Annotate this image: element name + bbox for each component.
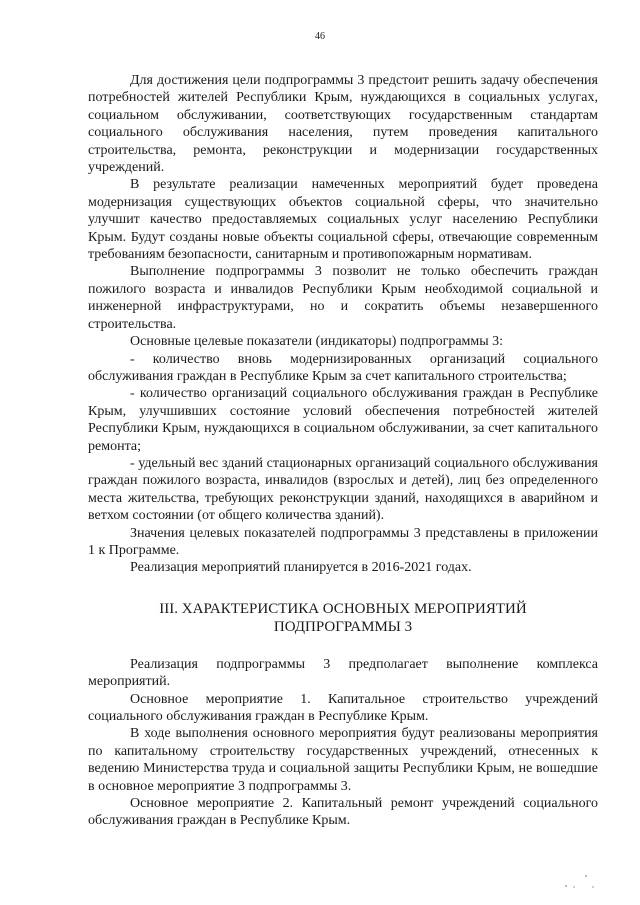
scan-specks bbox=[560, 872, 600, 892]
section-heading bbox=[88, 600, 598, 636]
paragraph-results: В результате реализации намеченных мероприятий будет проведена модернизация существующих объектов социальной сферы, что значительно улучшит качество предоставляемых социальных услуг населению Республики Крым. Будут созданы новые объекты социальной сферы, отвечающие современным требованиям безопасности, санитарным и противопожарным нормативам. bbox=[88, 177, 598, 263]
indicator-item-1: - количество вновь модернизированных организаций социального обслуживания граждан в Республике Крым за счет капитального строительства; bbox=[88, 351, 598, 384]
paragraph-main-activity-1: Основное мероприятие 1. Капитальное строительство учреждений социального обслуживания граждан в Республике Крым. bbox=[88, 691, 598, 724]
section-heading-line-2: ПОДПРОГРАММЫ 3 bbox=[273, 618, 413, 635]
page-number: 46 bbox=[315, 31, 325, 42]
section-heading-line-1: III. ХАРАКТЕРИСТИКА ОСНОВНЫХ МЕРОПРИЯТИЙ bbox=[159, 600, 527, 617]
paragraph-implementation: Реализация подпрограммы 3 предполагает выполнение комплекса мероприятий. bbox=[88, 656, 598, 690]
paragraph-goal: Для достижения цели подпрограммы 3 предстоит решить задачу обеспечения потребностей жителей Республики Крым, нуждающихся в социальных услугах, социальном обслуживании, соответствующих государственным стандартам социального обслуживания населения, путем проведения капитального строительства, ремонта, реконструкции и модернизации государственных учреждений. bbox=[88, 73, 598, 176]
paragraph-timeline: Реализация мероприятий планируется в 2016-2021 годах. bbox=[130, 560, 472, 576]
paragraph-activity-1-details: В ходе выполнения основного мероприятия будут реализованы мероприятия по капитальному строительству государственных учреждений, отнесенных к ведению Министерства труда и социальной защиты Республики Крым, не вошедшие в основное мероприятие 3 подпрограммы 3. bbox=[88, 726, 598, 794]
indicator-item-2: - количество организаций социального обслуживания граждан в Республике Крым, улучшивших состояние условий обеспечения потребностей жителей Республики Крым, нуждающихся в социальном обслуживании, за счет капитального ремонта; bbox=[88, 386, 598, 454]
paragraph-indicators-intro: Основные целевые показатели (индикаторы) подпрограммы 3: bbox=[130, 334, 504, 350]
paragraph-outcome: Выполнение подпрограммы 3 позволит не только обеспечить граждан пожилого возраста и инвалидов Республики Крым необходимой социальной и инженерной инфраструктурами, но и сократить объемы незавершенного строительства. bbox=[88, 264, 598, 332]
paragraph-indicator-values: Значения целевых показателей подпрограммы 3 представлены в приложении 1 к Программе. bbox=[88, 525, 598, 558]
paragraph-main-activity-2: Основное мероприятие 2. Капитальный ремонт учреждений социального обслуживания граждан в Республике Крым. bbox=[88, 796, 598, 829]
page-body bbox=[88, 72, 598, 830]
indicator-item-3: - удельный вес зданий стационарных организаций социального обслуживания граждан пожилого возраста, инвалидов (взрослых и детей), лиц без определенного места жительства, требующих реконструкции зданий, находящихся в аварийном и ветхом состоянии (от общего количества зданий). bbox=[88, 455, 598, 524]
